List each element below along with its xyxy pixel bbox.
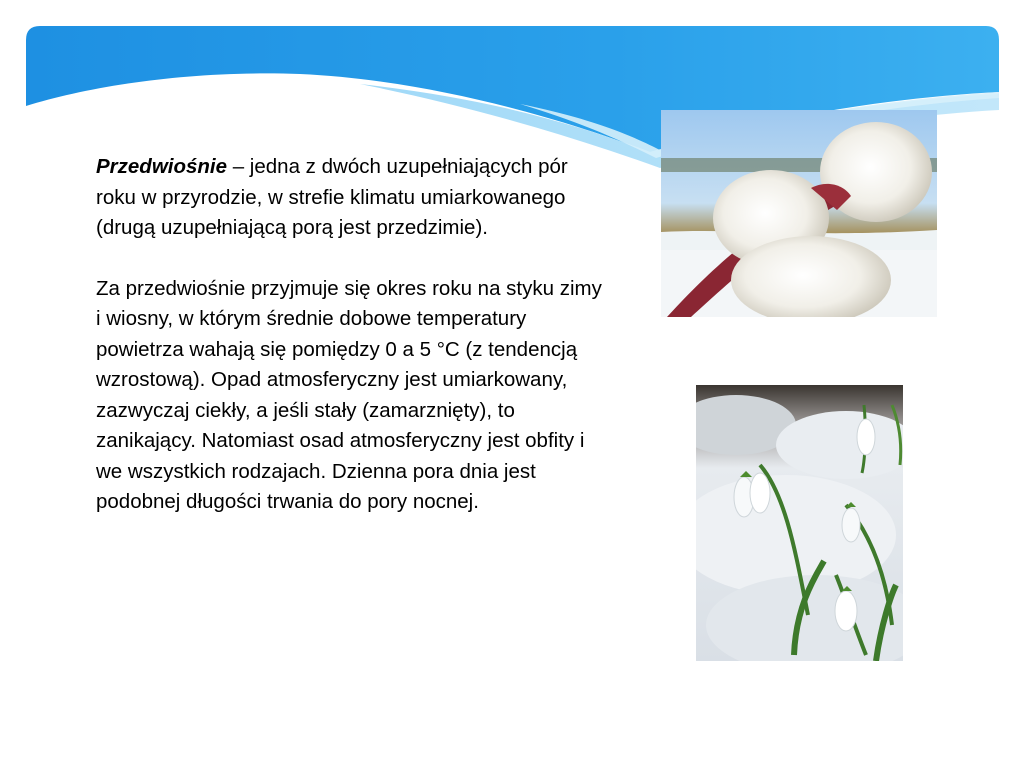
paragraph-description: Za przedwiośnie przyjmuje się okres roku na styku zimy i wiosny, w którym średnie dobowe temperatury powietrza wahają się pomiędzy 0 a 5 °C (z tendencją wzrostową). Opad atmosferyczny jest umiarkowany, zazwyczaj ciekły, a jeśli stały (zamarznięty), to zanikający. Natomiast osad atmosferyczny jest obfity i we wszystkich rodzajach. Dzienna pora dnia jest podobnej długości trwania do pory nocnej. bbox=[96, 276, 602, 513]
willow-catkins-photo bbox=[661, 110, 937, 317]
term-przedwiosnie: Przedwiośnie bbox=[96, 155, 228, 178]
snowdrops-in-snow-photo bbox=[696, 385, 903, 661]
content-text bbox=[96, 152, 606, 548]
paragraph-definition bbox=[96, 152, 606, 244]
definition-text: – jedna z dwóch uzupełniających pór roku w przyrodzie, w strefie klimatu umiarkowanego (drugą uzupełniającą porą jest przedzimie). bbox=[96, 155, 568, 239]
